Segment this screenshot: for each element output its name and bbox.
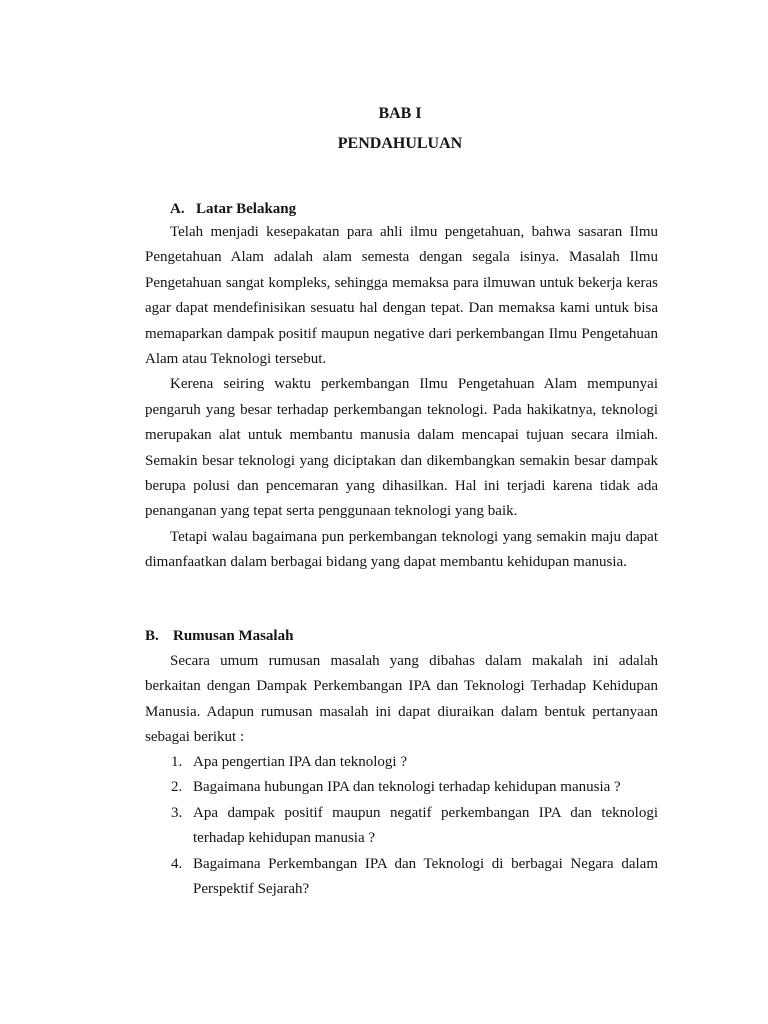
list-item — [145, 801, 658, 852]
chapter-number: BAB I — [378, 105, 422, 122]
list-number: 1. — [171, 754, 183, 770]
chapter-title: PENDAHULUAN — [337, 135, 463, 152]
list-item — [145, 750, 658, 775]
section-a-heading — [170, 200, 296, 218]
section-a-title: Latar Belakang — [196, 201, 297, 217]
list-text: Bagaimana hubungan IPA dan teknologi terhadap kehidupan manusia ? — [193, 779, 621, 796]
section-b-body — [145, 649, 658, 751]
list-text: Apa pengertian IPA dan teknologi ? — [193, 754, 407, 770]
list-item — [145, 775, 658, 800]
question-list — [145, 750, 658, 902]
list-text: Apa dampak positif maupun negatif perkembangan IPA dan teknologi terhadap kehidupan manusia ? — [193, 804, 658, 847]
list-number: 2. — [171, 779, 183, 796]
paragraph: Telah menjadi kesepakatan para ahli ilmu pengetahuan, bahwa sasaran Ilmu Pengetahuan Alam adalah alam semesta dengan segala isinya. Masalah Ilmu Pengetahuan sangat kompleks, sehingga memaksa para ilmuwan untuk bekerja keras agar dapat mendefinisikan sesuatu hal dengan tepat. Dan memaksa kami untuk bisa memaparkan dampak positif maupun negative dari perkembangan Ilmu Pengetahuan Alam atau Teknologi tersebut. — [145, 224, 658, 368]
list-number: 4. — [171, 855, 183, 872]
list-item — [145, 852, 658, 903]
section-b-letter: B. — [145, 628, 159, 644]
paragraph: Secara umum rumusan masalah yang dibahas dalam makalah ini adalah berkaitan dengan Dampak Perkembangan IPA dan Teknologi Terhadap Kehidupan Manusia. Adapun rumusan masalah ini dapat diuraikan dalam bentuk pertanyaan sebagai berikut : — [145, 653, 658, 746]
list-number: 3. — [171, 804, 183, 821]
section-b-title: Rumusan Masalah — [173, 628, 294, 644]
paragraph: Kerena seiring waktu perkembangan Ilmu Pengetahuan Alam mempunyai pengaruh yang besar terhadap perkembangan teknologi. Pada hakikatnya, teknologi merupakan alat untuk membantu manusia dalam mencapai tujuan secara ilmiah. Semakin besar teknologi yang diciptakan dan dikembangkan semakin besar dampak berupa polusi dan pencemaran yang dihasilkan. Hal ini terjadi karena tidak ada penanganan yang tepat serta penggunaan teknologi yang baik. — [145, 376, 658, 520]
section-b-heading — [145, 627, 293, 645]
section-a-letter: A. — [170, 201, 185, 217]
list-text: Bagaimana Perkembangan IPA dan Teknologi di berbagai Negara dalam Perspektif Sejarah? — [193, 855, 658, 898]
section-a-body — [145, 220, 658, 576]
paragraph: Tetapi walau bagaimana pun perkembangan teknologi yang semakin maju dapat dimanfaatkan dalam berbagai bidang yang dapat membantu kehidupan manusia. — [145, 528, 658, 571]
